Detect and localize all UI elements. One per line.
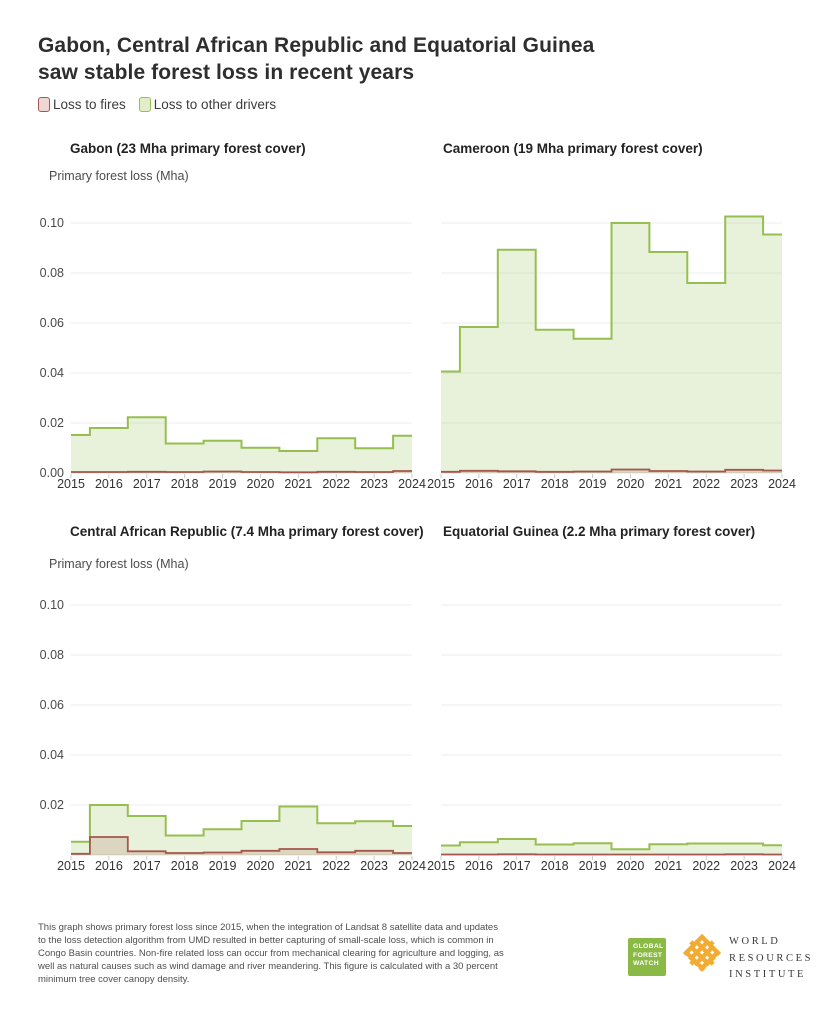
svg-text:0.10: 0.10 [39,598,64,612]
svg-text:2018: 2018 [540,859,569,873]
svg-text:2023: 2023 [730,859,759,873]
svg-text:0.04: 0.04 [39,748,64,762]
chart-gabon [20,195,426,505]
y-axis-title-top: Primary forest loss (Mha) [49,169,189,183]
svg-text:0.02: 0.02 [39,798,64,812]
svg-text:2024: 2024 [398,477,426,491]
svg-text:2016: 2016 [94,859,123,873]
svg-text:2021: 2021 [654,477,683,491]
chart-title-eqg: Equatorial Guinea (2.2 Mha primary forest cover) [443,524,756,539]
chart-title-cameroon: Cameroon (19 Mha primary forest cover) [443,141,703,156]
legend-label-fires: Loss to fires [53,97,126,112]
svg-text:2020: 2020 [616,477,645,491]
svg-text:0.10: 0.10 [39,216,64,230]
wri-logo-text [729,934,813,984]
svg-text:0.06: 0.06 [39,316,64,330]
svg-text:2015: 2015 [57,477,85,491]
svg-text:2022: 2022 [692,477,721,491]
svg-text:2024: 2024 [768,859,796,873]
svg-text:2017: 2017 [132,477,161,491]
legend [38,97,276,112]
chart-car [20,577,426,887]
wri-logo-line2: RESOURCES [729,952,814,964]
svg-text:2022: 2022 [322,477,351,491]
chart-title-gabon: Gabon (23 Mha primary forest cover) [70,141,306,156]
svg-text:2023: 2023 [360,859,389,873]
fires-swatch-icon [38,97,50,112]
wri-logo-pattern-icon [678,929,726,977]
svg-text:2017: 2017 [132,859,161,873]
chart-eqg [420,577,814,887]
svg-text:0.06: 0.06 [39,698,64,712]
svg-text:2017: 2017 [502,859,531,873]
svg-text:0.08: 0.08 [39,266,64,280]
svg-text:2016: 2016 [94,477,123,491]
svg-text:0.04: 0.04 [39,366,64,380]
legend-label-other: Loss to other drivers [153,97,277,112]
svg-text:2015: 2015 [57,859,85,873]
wri-logo-line1: WORLD [729,936,781,947]
svg-text:2017: 2017 [502,477,531,491]
svg-text:0.08: 0.08 [39,648,64,662]
svg-text:2016: 2016 [464,477,493,491]
svg-text:2015: 2015 [427,859,455,873]
svg-text:2022: 2022 [692,859,721,873]
svg-text:0.02: 0.02 [39,416,64,430]
svg-text:2015: 2015 [427,477,455,491]
svg-text:2018: 2018 [170,859,199,873]
svg-text:2020: 2020 [246,859,275,873]
svg-text:0.00: 0.00 [39,466,64,480]
svg-text:2020: 2020 [616,859,645,873]
footnote: This graph shows primary forest loss since 2015, when the integration of Landsat 8 satellite data and updates to the loss detection algorithm from UMD resulted in better capturing of small-scale loss, which is common in Congo Basin countries. Non-fire related loss can occur from mechanical clearing for agriculture and logging, as well as natural causes such as wind damage and river meandering. This figure is calculated with a 30 percent minimum tree cover canopy density. [38,922,504,985]
svg-text:2021: 2021 [284,859,313,873]
gfw-logo-line1: GLOBAL [633,943,664,950]
svg-text:2024: 2024 [768,477,796,491]
svg-text:2024: 2024 [398,859,426,873]
chart-cameroon [420,195,814,505]
page-title-line1: Gabon, Central African Republic and Equatorial Guinea [38,34,595,57]
wri-logo-line3: INSTITUTE [729,969,807,980]
svg-text:2019: 2019 [578,859,607,873]
chart-title-car: Central African Republic (7.4 Mha primary forest cover) [70,524,424,539]
page-title-line2: saw stable forest loss in recent years [38,61,415,84]
svg-text:2022: 2022 [322,859,351,873]
legend-item-fires [38,97,126,112]
svg-text:2023: 2023 [360,477,389,491]
svg-text:2018: 2018 [170,477,199,491]
svg-text:2019: 2019 [208,859,237,873]
legend-item-other [139,97,276,112]
svg-text:2019: 2019 [208,477,237,491]
svg-text:2021: 2021 [654,859,683,873]
gfw-logo-line2: FOREST [633,951,663,959]
svg-text:2023: 2023 [730,477,759,491]
page-title [38,32,778,86]
svg-text:2021: 2021 [284,477,313,491]
y-axis-title-bottom: Primary forest loss (Mha) [49,557,189,571]
svg-text:2020: 2020 [246,477,275,491]
other-drivers-swatch-icon [139,97,151,112]
gfw-logo-line3: WATCH [633,960,659,968]
gfw-logo [628,938,666,976]
svg-text:2018: 2018 [540,477,569,491]
svg-text:2019: 2019 [578,477,607,491]
svg-text:2016: 2016 [464,859,493,873]
